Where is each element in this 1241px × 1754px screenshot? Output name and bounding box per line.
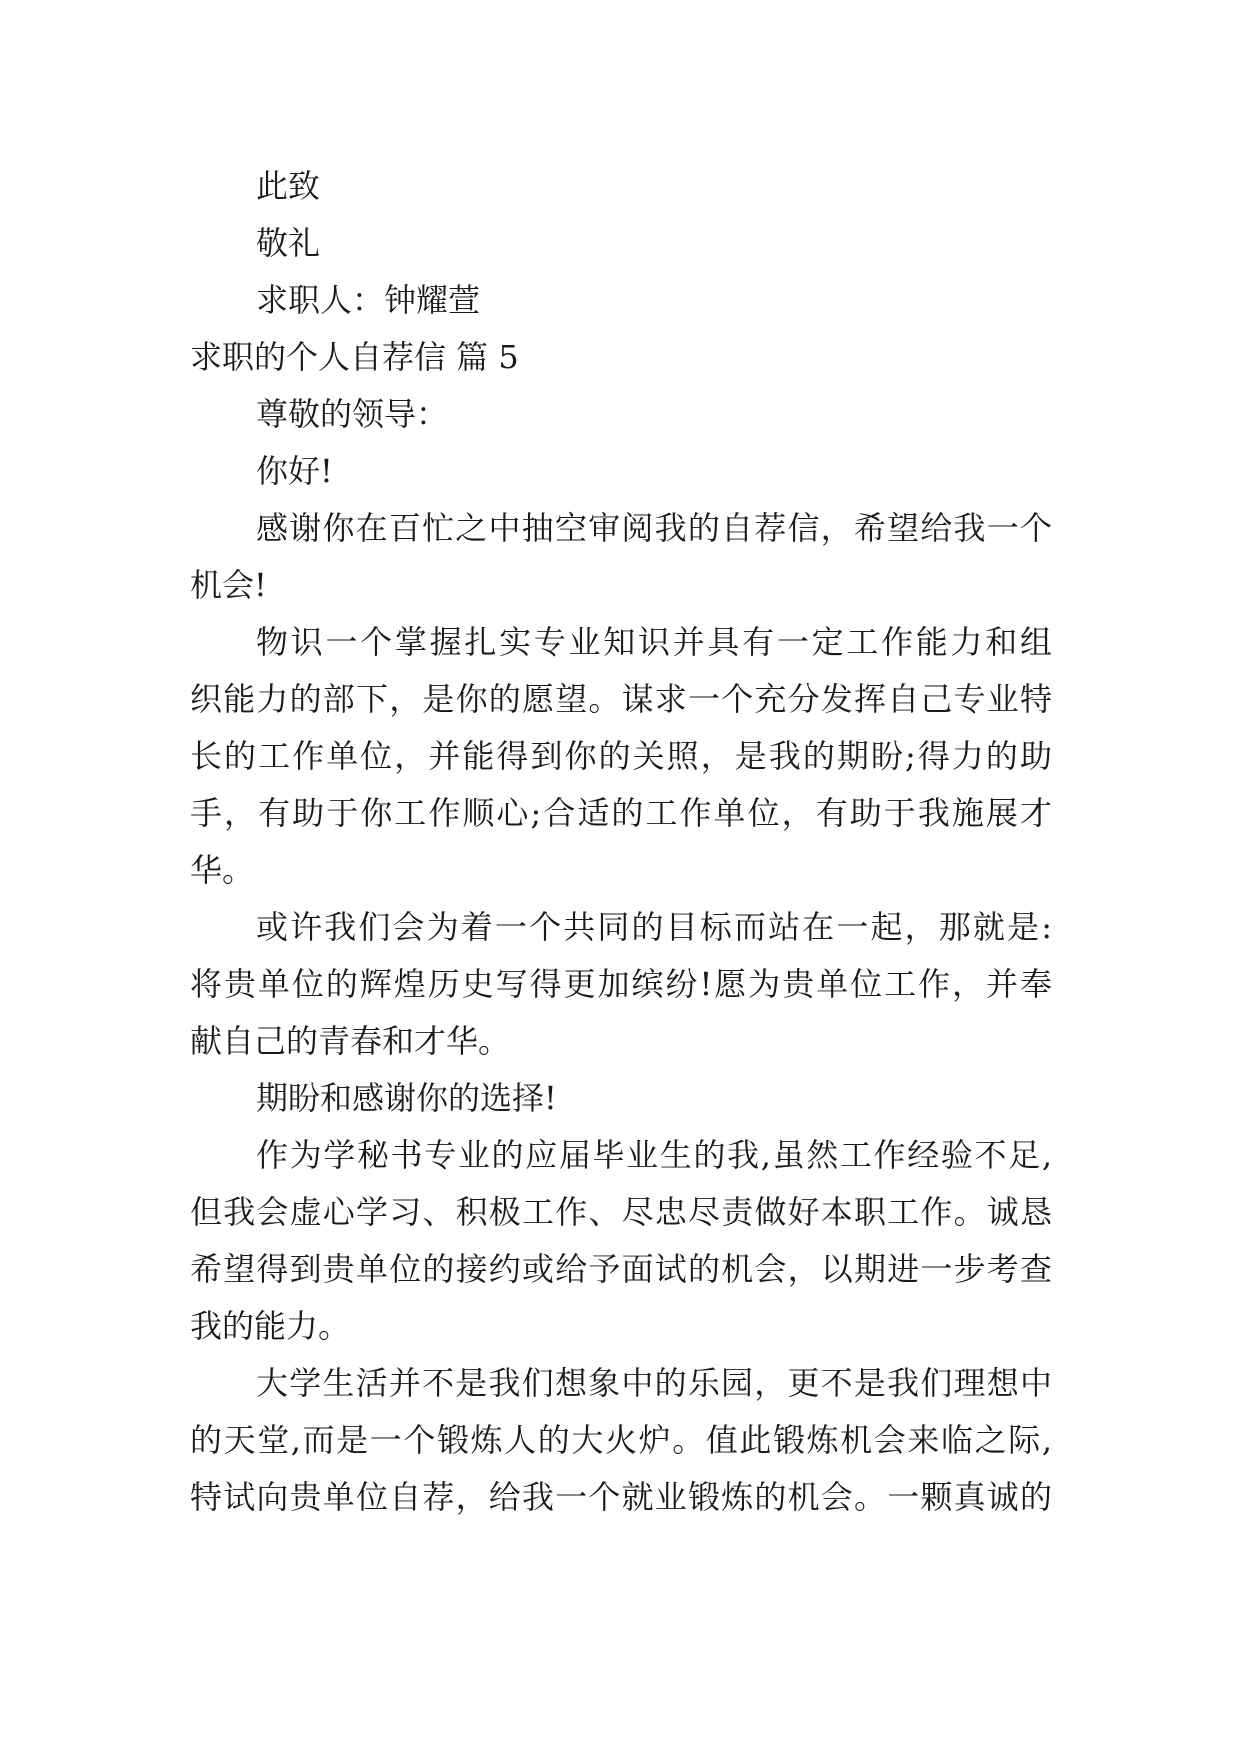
closing-line: 此致 [256, 167, 321, 205]
paragraph-line: 手，有助于你工作顺心;合适的工作单位，有助于我施展才 [190, 794, 1052, 832]
paragraph-line: 期盼和感谢你的选择! [256, 1079, 557, 1117]
paragraph-line: 特试向贵单位自荐，给我一个就业锻炼的机会。一颗真诚的 [190, 1478, 1052, 1516]
paragraph-line: 华。 [190, 851, 255, 889]
paragraph-line: 织能力的部下，是你的愿望。谋求一个充分发挥自己专业特 [190, 680, 1052, 718]
greeting-line: 尊敬的领导： [256, 395, 449, 433]
paragraph-line: 希望得到贵单位的接约或给予面试的机会，以期进一步考查 [190, 1250, 1052, 1288]
paragraph-line: 我的能力。 [190, 1307, 351, 1345]
paragraph-line: 献自己的青春和才华。 [190, 1022, 511, 1060]
paragraph-line: 将贵单位的辉煌历史写得更加缤纷!愿为贵单位工作，并奉 [190, 965, 1052, 1003]
salute-line: 敬礼 [256, 224, 321, 262]
paragraph-line: 或许我们会为着一个共同的目标而站在一起，那就是: [256, 908, 1052, 946]
paragraph-line: 大学生活并不是我们想象中的乐园，更不是我们理想中 [256, 1364, 1052, 1402]
paragraph-line: 的天堂,而是一个锻炼人的大火炉。值此锻炼机会来临之际, [190, 1421, 1052, 1459]
paragraph-line: 物识一个掌握扎实专业知识并具有一定工作能力和组 [256, 623, 1052, 661]
paragraph-line: 但我会虚心学习、积极工作、尽忠尽责做好本职工作。诚恳 [190, 1193, 1052, 1231]
section-heading: 求职的个人自荐信 篇 5 [190, 338, 519, 376]
hello-line: 你好! [256, 452, 333, 490]
signature-line: 求职人：钟耀萱 [256, 281, 481, 319]
paragraph-line: 长的工作单位，并能得到你的关照，是我的期盼;得力的助 [190, 737, 1052, 775]
paragraph-line: 机会! [190, 566, 267, 604]
paragraph-line: 作为学秘书专业的应届毕业生的我,虽然工作经验不足, [256, 1136, 1052, 1174]
paragraph-line: 感谢你在百忙之中抽空审阅我的自荐信，希望给我一个 [256, 509, 1052, 547]
